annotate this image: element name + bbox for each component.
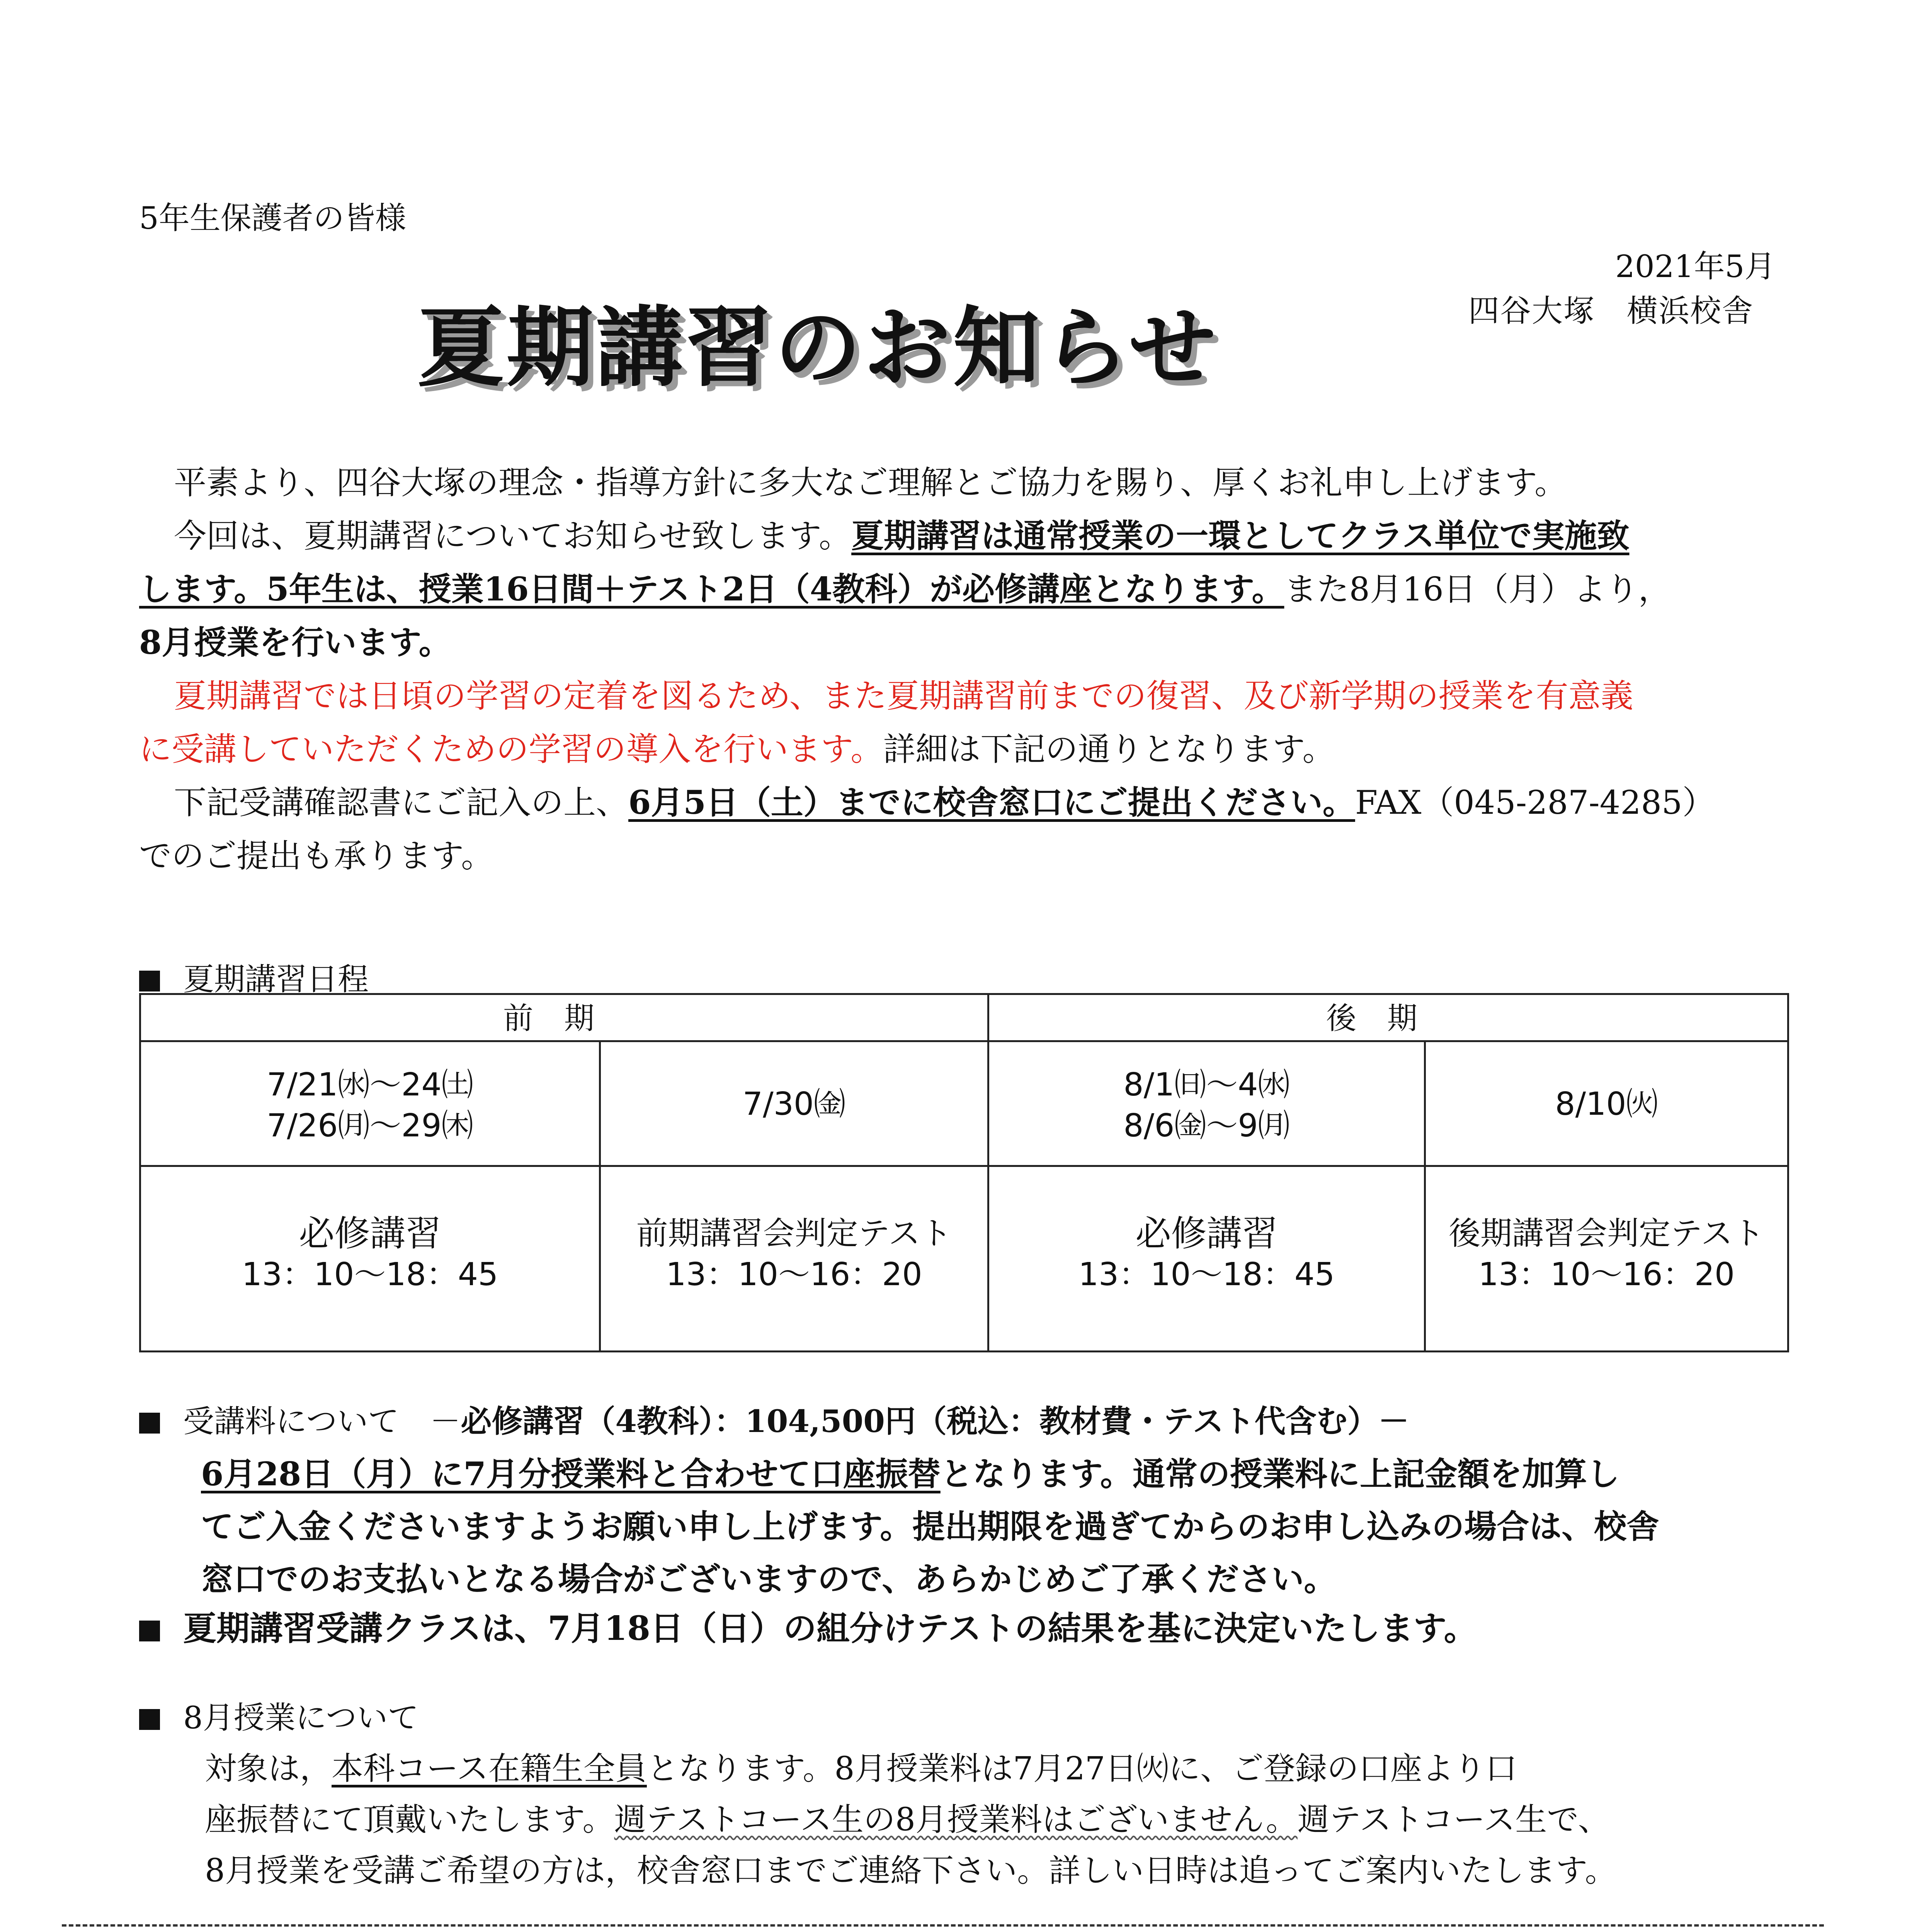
august-text: 座振替にて頂戴いたします。週テストコース生の8月授業料はございません。週テストコース生で、 — [205, 1801, 1610, 1838]
schedule-heading: 夏期講習日程 — [139, 954, 369, 999]
schedule-session-cell: 後期講習会判定テスト 13：10～16：20 — [1449, 1215, 1764, 1293]
intro-paragraph-2-end: 8月授業を行います。 — [139, 623, 451, 662]
fee-section — [139, 1395, 1801, 1605]
schedule-date-cell: 8/1㈰～4㈬ 8/6㈮～9㈪ — [1123, 1066, 1290, 1144]
schedule-table — [139, 993, 1789, 1352]
intro-paragraph-4: 下記受講確認書にご記入の上、6月5日（土）までに校舎窓口にご提出ください。FAX（045-287-4285） — [174, 783, 1715, 821]
fee-heading: 受講料について －必修講習（4教科）：104,500円（税込：教材費・テスト代含む）－ — [139, 1395, 1801, 1448]
second-half-header: 後期 — [987, 995, 1787, 1042]
square-bullet-icon — [139, 1709, 160, 1730]
intro-paragraph-3: 夏期講習では日頃の学習の定着を図るため、また夏期講習前までの復習、及び新学期の授業を有意義 — [174, 677, 1633, 715]
square-bullet-icon — [139, 1413, 160, 1434]
schedule-session-cell: 必修講習 13：10～18：45 — [1078, 1213, 1335, 1293]
schedule-session-cell: 前期講習会判定テスト 13：10～16：20 — [636, 1215, 952, 1293]
schedule-session-cell: 必修講習 13：10～18：45 — [242, 1213, 498, 1293]
fee-text: てご入金くださいますようお願い申し上げます。提出期限を過ぎてからのお申し込みの場合は、校舎 — [201, 1507, 1659, 1546]
intro-paragraph-4-end: でのご提出も承ります。 — [139, 837, 494, 875]
square-bullet-icon — [139, 1621, 160, 1641]
first-half-header: 前期 — [141, 995, 987, 1042]
intro-paragraph-3-cont: に受講していただくための学習の導入を行います。詳細は下記の通りとなります。 — [139, 730, 1335, 768]
intro-paragraph-2-cont: します。5年生は、授業16日間＋テスト2日（4教科）が必修講座となります。また8月16日（月）より， — [139, 570, 1671, 608]
intro-paragraph-1: 平素より、四谷大塚の理念・指導方針に多大なご理解とご協力を賜り、厚くお礼申し上げます。 — [174, 464, 1567, 502]
intro-text — [139, 456, 1789, 883]
square-bullet-icon — [139, 971, 160, 992]
august-section — [139, 1692, 1801, 1896]
class-note: 夏期講習受講クラスは、7月18日（日）の組分けテストの結果を基に決定いたします。 — [139, 1602, 1477, 1650]
addressee: 5年生保護者の皆様 — [139, 200, 406, 236]
table-divider — [141, 1165, 1787, 1167]
august-heading: 8月授業について — [139, 1692, 1801, 1743]
fee-text: 窓口でのお支払いとなる場合がございますので、あらかじめご了承ください。 — [201, 1560, 1337, 1598]
cut-line — [62, 1924, 1824, 1927]
table-divider — [987, 995, 989, 1350]
page-title: 夏期講習のお知らせ — [417, 298, 1218, 399]
august-text: 8月授業を受講ご希望の方は，校舎窓口までご連絡下さい。詳しい日時は追ってご案内いたします。 — [205, 1852, 1617, 1889]
issue-date: 2021年5月 — [1615, 248, 1776, 284]
schedule-date-cell: 8/10㈫ — [1555, 1086, 1658, 1122]
schedule-date-cell: 7/21㈬～24㈯ 7/26㈪～29㈭ — [267, 1066, 473, 1144]
schedule-date-cell: 7/30㈮ — [742, 1086, 846, 1122]
intro-paragraph-2: 今回は、夏期講習についてお知らせ致します。夏期講習は通常授業の一環としてクラス単位で実施致 — [174, 517, 1630, 555]
august-text: 対象は，本科コース在籍生全員となります。8月授業料は7月27日㈫に、ご登録の口座より口 — [205, 1750, 1517, 1787]
issuer: 四谷大塚 横浜校舎 — [1468, 293, 1754, 329]
fee-text: 6月28日（月）に7月分授業料と合わせて口座振替となります。通常の授業料に上記金額を加算し — [201, 1455, 1620, 1493]
